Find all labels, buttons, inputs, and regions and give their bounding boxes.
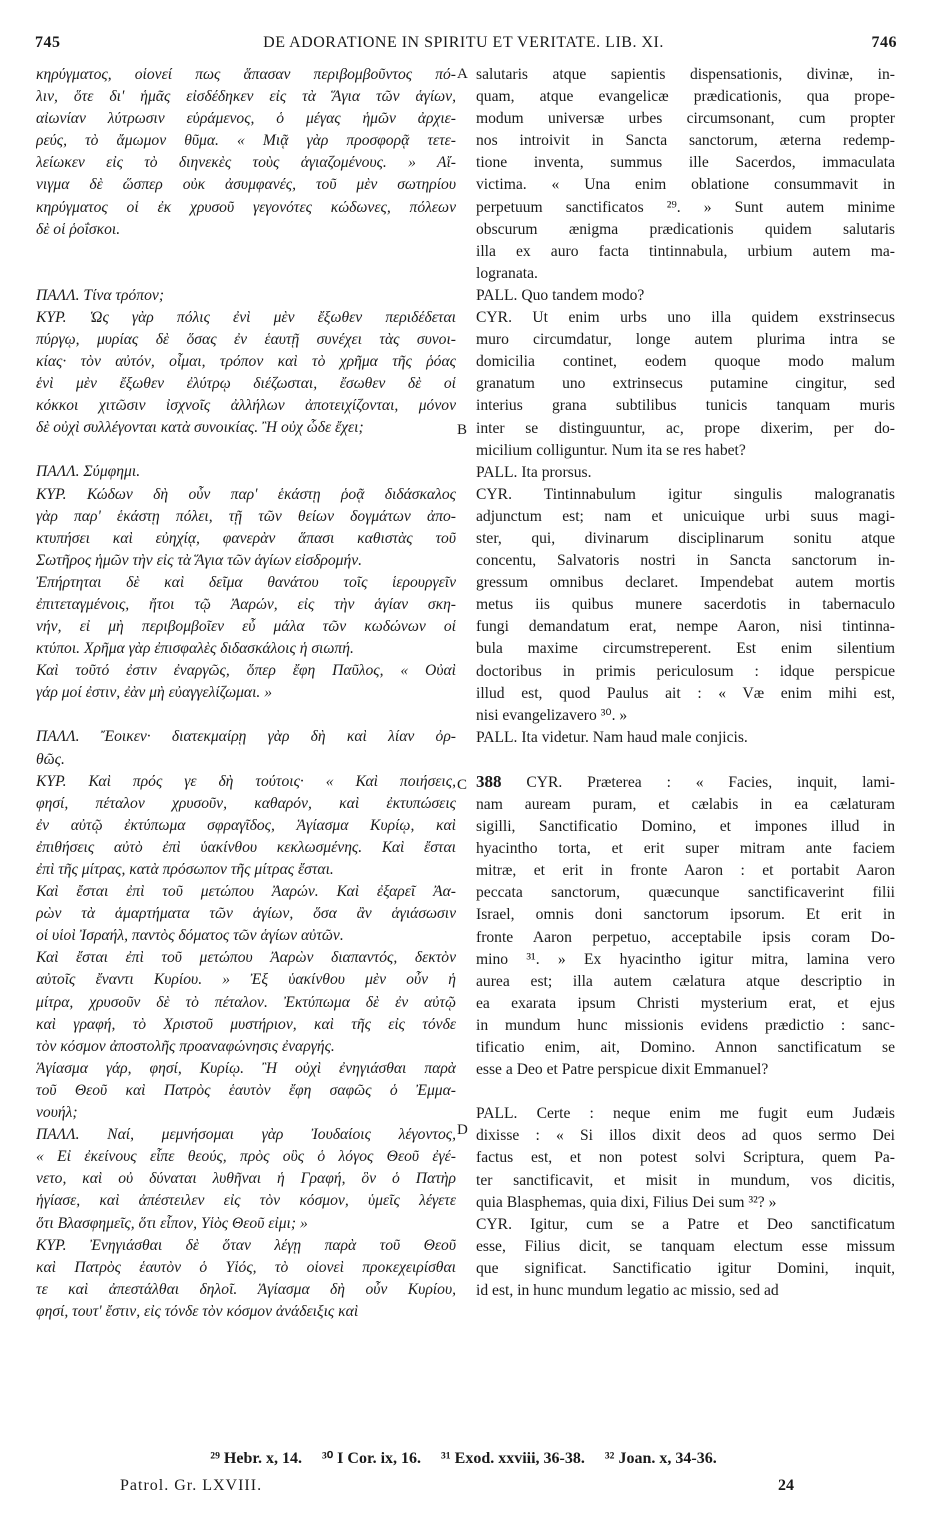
greek-spacer bbox=[36, 263, 456, 285]
latin-line bbox=[476, 1170, 895, 1192]
greek-line bbox=[36, 506, 456, 528]
section-number: 388 bbox=[476, 771, 502, 791]
latin-text: PALL. Quo tandem modo? bbox=[476, 286, 645, 304]
latin-text: salutaris atque sapientis dispensationis, divinæ, in- bbox=[476, 66, 895, 83]
latin-line bbox=[476, 418, 895, 440]
greek-line bbox=[36, 152, 456, 174]
latin-text: mitræ, et erit in fronte Aaron : et portabit Aaron bbox=[476, 862, 895, 880]
latin-line bbox=[476, 241, 895, 263]
latin-line bbox=[476, 616, 895, 638]
margin-letter-a: A bbox=[457, 66, 468, 82]
latin-line bbox=[476, 263, 895, 285]
latin-text: inter se distinguuntur, ac, prope dixerim, per do- bbox=[476, 419, 895, 437]
latin-text: micilium colliguntur. Num ita se res habet? bbox=[476, 441, 746, 459]
greek-line bbox=[36, 1080, 456, 1102]
footnote-30: ³⁰ I Cor. ix, 16. bbox=[321, 1450, 422, 1467]
greek-line bbox=[36, 616, 456, 638]
greek-text: ΠΑΛΛ. Ἔοικεν· διατεκμαίρῃ γὰρ δὴ καὶ λίαν ὀρ- bbox=[36, 728, 456, 746]
latin-text: fungi demandatum erat, nempe Aaron, nisi tintinna- bbox=[476, 618, 895, 636]
greek-line bbox=[36, 1190, 456, 1212]
greek-line bbox=[36, 461, 456, 483]
latin-text: esse, Filius dicit, se tanquam electum esse missum bbox=[476, 1237, 895, 1255]
greek-text: ἑνὶ μὲν ἔξωθεν ἐλύτρῳ διέζωσται, ἔσωθεν δὲ οἱ bbox=[36, 375, 456, 393]
greek-spacer bbox=[36, 704, 456, 726]
greek-line bbox=[36, 484, 456, 506]
latin-line bbox=[476, 572, 895, 594]
greek-text: θῶς. bbox=[36, 750, 65, 768]
greek-text: Καὶ τοῦτό ἐστιν ἐναργῶς, ὅπερ ἔφη Παῦλος, « Οὐαὶ bbox=[36, 662, 456, 680]
latin-text: mino ³¹. » Ex hyacintho igitur mitra, lamina vero bbox=[476, 950, 895, 968]
latin-text: ster, qui, divinarum disciplinarum sonitu atque bbox=[476, 529, 895, 547]
greek-text: Καὶ ἔσται ἐπὶ τοῦ μετώπου Ἀαρὼν διαπαντός, δεκτὸν bbox=[36, 949, 456, 967]
latin-line bbox=[476, 1103, 895, 1125]
greek-line bbox=[36, 417, 456, 439]
greek-line bbox=[36, 550, 456, 572]
latin-line bbox=[476, 1037, 895, 1059]
greek-text: Καὶ ἔσται ἐπὶ τοῦ μετώπου Ἀαρών. Καὶ ἐξαρεῖ Ἀα- bbox=[36, 883, 456, 901]
latin-text: ter sanctificavit, et misit in mundum, vos dicitis, bbox=[476, 1171, 895, 1189]
greek-text: δὲ οὐχὶ συλλέγονται κατὰ συνοικίας. Ἢ οὐχ ὧδε ἔχει; bbox=[36, 419, 364, 437]
footnotes bbox=[0, 1448, 927, 1468]
latin-line bbox=[476, 1125, 895, 1147]
greek-text: οἱ υἱοὶ Ἰσραήλ, παντὸς δόματος τῶν ἁγίων αὐτῶν. bbox=[36, 927, 344, 945]
greek-line bbox=[36, 329, 456, 351]
latin-line bbox=[476, 174, 895, 196]
greek-line bbox=[36, 86, 456, 108]
latin-text: factus est, et non potest solvi Scriptura, quem Pa- bbox=[476, 1149, 895, 1167]
latin-text-column bbox=[476, 64, 895, 1302]
greek-text: ΚΥΡ. Ὡς γὰρ πόλις ἐνὶ μὲν ἔξωθεν περιδέδεται bbox=[36, 308, 456, 326]
greek-line bbox=[36, 903, 456, 925]
latin-text: tificatio enim, ait, Domino. Annon sanctificatum se bbox=[476, 1039, 895, 1057]
greek-line bbox=[36, 174, 456, 196]
latin-text: in mundum hunc missionis evidens prædictio : sanc- bbox=[476, 1016, 895, 1034]
margin-letter-d: D bbox=[457, 1122, 468, 1138]
greek-text: γὰρ παρ' ἑκάστῃ πόλει, τῇ τῶν θείων δογμάτων ἀπο- bbox=[36, 507, 456, 525]
margin-letter-c: C bbox=[457, 777, 468, 793]
greek-line bbox=[36, 726, 456, 748]
greek-line bbox=[36, 1102, 456, 1124]
greek-line bbox=[36, 837, 456, 859]
latin-text: metus iis quibus munere sacerdotis in tabernaculo bbox=[476, 596, 895, 614]
latin-line bbox=[476, 219, 895, 241]
greek-line bbox=[36, 859, 456, 881]
latin-text: concentu, Salvatoris nostri in Sancta sanctorum in- bbox=[476, 552, 895, 570]
running-title: DE ADORATIONE IN SPIRITU ET VERITATE. LIB. XI. bbox=[263, 34, 664, 51]
latin-line bbox=[476, 329, 895, 351]
greek-text: ΠΑΛΛ. Σύμφημι. bbox=[36, 463, 141, 481]
greek-line bbox=[36, 1168, 456, 1190]
latin-text: sigilli, Sanctificatio Domino, et impones illud in bbox=[476, 818, 895, 836]
greek-line bbox=[36, 594, 456, 616]
latin-line bbox=[476, 1192, 895, 1214]
page-number-left: 745 bbox=[35, 34, 61, 51]
greek-line bbox=[36, 108, 456, 130]
latin-text: quam, atque evangelicæ prædicationis, qua prope- bbox=[476, 88, 895, 106]
latin-text: quia Blasphemas, quia dixi, Filius Dei sum ³²? » bbox=[476, 1193, 777, 1211]
greek-line bbox=[36, 638, 456, 660]
latin-text: PALL. Certe : neque enim me fugit eum Judæis bbox=[476, 1105, 895, 1123]
latin-line bbox=[476, 373, 895, 395]
latin-line bbox=[476, 395, 895, 417]
greek-line bbox=[36, 572, 456, 594]
greek-line bbox=[36, 771, 456, 793]
latin-text: id est, in hunc mundum legatio ac missio, sed ad bbox=[476, 1281, 779, 1299]
latin-line bbox=[476, 108, 895, 130]
latin-text: Israel, omnis doni sanctorum ipsorum. Et erit in bbox=[476, 906, 895, 924]
greek-line bbox=[36, 130, 456, 152]
latin-text: CYR. Igitur, cum se a Patre et Deo sanctificatum bbox=[476, 1215, 895, 1233]
footnote-32: ³² Joan. x, 34-36. bbox=[604, 1450, 717, 1467]
greek-text: τὸν κόσμον ἀποστολῆς προαναφώνησις ἐναργής. bbox=[36, 1037, 335, 1055]
latin-line bbox=[476, 1236, 895, 1258]
latin-line bbox=[476, 285, 895, 307]
latin-line bbox=[476, 64, 895, 86]
latin-text: bula maxime circumstreperent. Est enim silentium bbox=[476, 640, 895, 658]
latin-text: hyacintho torta, et erit super mitram ante faciem bbox=[476, 840, 895, 858]
greek-text: κόκκοι χιτῶσιν ἰσχνοῖς ἀλλήλων ἀποτειχίζονται, μόνον bbox=[36, 397, 456, 415]
latin-text: domicilia continet, eodem quoque modo malum bbox=[476, 353, 895, 371]
latin-line bbox=[476, 1059, 895, 1081]
latin-line bbox=[476, 661, 895, 683]
greek-text: ΠΑΛΛ. Τίνα τρόπον; bbox=[36, 286, 165, 304]
greek-text: ὅτι Βλασφημεῖς, ὅτι εἶπον, Υἱὸς Θεοῦ εἰμι; » bbox=[36, 1214, 308, 1232]
latin-line bbox=[476, 462, 895, 484]
greek-line bbox=[36, 1124, 456, 1146]
latin-text: perpetuum sanctificatos ²⁹. » Sunt autem minime bbox=[476, 198, 895, 216]
latin-line bbox=[476, 904, 895, 926]
greek-text: νήν, εἰ μὴ περιβομβοῖεν εὖ μάλα τῶν κωδώνων οἱ bbox=[36, 618, 456, 636]
latin-text: CYR. Tintinnabulum igitur singulis malogranatis bbox=[476, 485, 895, 503]
greek-line bbox=[36, 351, 456, 373]
latin-text: CYR. Ut enim urbs uno illa quidem exstrinsecus bbox=[476, 309, 895, 327]
greek-text: ρὼν τὰ ἁμαρτήματα τῶν ἁγίων, ὅσα ἂν ἁγιάσωσιν bbox=[36, 905, 456, 923]
greek-text: κηρύγματος οἱ ἐκ χρυσοῦ γεγονότες κώδωνες, πόλεων bbox=[36, 198, 456, 216]
greek-line bbox=[36, 307, 456, 329]
latin-line bbox=[476, 307, 895, 329]
latin-text: obscurum ænigma prædicationis quidem salutaris bbox=[476, 220, 895, 238]
latin-text: gressum omnibus declaret. Impendebat autem mortis bbox=[476, 574, 895, 592]
greek-text: λιν, ὅτε δι' ἡμᾶς εἰσδέδηκεν εἰς τὰ Ἅγια τῶν ἁγίων, bbox=[36, 88, 456, 106]
latin-line bbox=[476, 440, 895, 462]
latin-text: dixisse : « Si illos dixit deos ad quos sermo Dei bbox=[476, 1127, 895, 1145]
greek-line bbox=[36, 881, 456, 903]
greek-line bbox=[36, 285, 456, 307]
latin-text: adjunctum est; nam et unicuique urbi suus magi- bbox=[476, 507, 895, 525]
latin-text: illud est, quod Paulus ait : « Væ enim mihi est, bbox=[476, 684, 895, 702]
greek-spacer bbox=[36, 439, 456, 461]
greek-text: Ἁγίασμα γάρ, φησί, Κυρίῳ. Ἢ οὐχὶ ἐνηγιάσθαι παρὰ bbox=[36, 1059, 456, 1077]
latin-line bbox=[476, 506, 895, 528]
greek-text: μίτρα, χρυσοῦν δὲ τὸ πέταλον. Ἐκτύπωμα δὲ ἐν αὐτῷ bbox=[36, 993, 456, 1011]
latin-line bbox=[476, 771, 895, 794]
greek-text: φησί, πέταλον χρυσοῦν, καθαρόν, καὶ ἐκτυπώσεις bbox=[36, 794, 456, 812]
latin-line bbox=[476, 1258, 895, 1280]
latin-line bbox=[476, 727, 895, 749]
greek-text: τοῦ Θεοῦ καὶ Πατρὸς ἑαυτὸν ἔφη σαφῶς ὁ Ἐμμα- bbox=[36, 1081, 456, 1099]
greek-line bbox=[36, 1279, 456, 1301]
greek-text: γάρ μοί ἐστιν, ἐὰν μὴ εὐαγγελίζωμαι. » bbox=[36, 684, 273, 702]
latin-text: nos introivit in Sancta sanctorum, æterna redemp- bbox=[476, 132, 895, 150]
greek-line bbox=[36, 660, 456, 682]
greek-line bbox=[36, 1213, 456, 1235]
greek-line bbox=[36, 395, 456, 417]
latin-line bbox=[476, 197, 895, 219]
greek-text: δὲ οἱ ῥοΐσκοι. bbox=[36, 220, 121, 238]
latin-text: victima. « Una enim oblatione consummavit in bbox=[476, 176, 895, 194]
latin-text: interius grana subtilibus tunicis tanquam muris bbox=[476, 397, 895, 415]
latin-line bbox=[476, 1280, 895, 1302]
latin-line bbox=[476, 594, 895, 616]
latin-line bbox=[476, 528, 895, 550]
greek-line bbox=[36, 1257, 456, 1279]
latin-line bbox=[476, 152, 895, 174]
greek-line bbox=[36, 64, 456, 86]
greek-line bbox=[36, 815, 456, 837]
greek-text: Σωτῆρος ἡμῶν τὴν εἰς τὰ Ἅγια τῶν ἁγίων εἰσδρομήν. bbox=[36, 551, 363, 569]
latin-text: PALL. Ita prorsus. bbox=[476, 463, 592, 481]
latin-line bbox=[476, 927, 895, 949]
greek-text: αἰωνίαν λύτρωσιν εὑράμενος, ὁ μέγας ἡμῶν ἀρχιε- bbox=[36, 110, 456, 128]
latin-text: CYR. Præterea : « Facies, inquit, lami- bbox=[526, 773, 895, 791]
greek-text: « Εἰ ἐκείνους εἶπε θεούς, πρὸς οὓς ὁ λόγος Θεοῦ ἐγέ- bbox=[36, 1148, 456, 1166]
latin-line bbox=[476, 1147, 895, 1169]
greek-text: ἐν αὐτῷ ἐκτύπωμα σφραγῖδος, Ἁγίασμα Κυρίῳ, καὶ bbox=[36, 816, 456, 834]
greek-text: ἐπιτεταγμένοις, ἤτοι τῷ Ἀαρών, εἰς τὴν ἁγίαν σκη- bbox=[36, 595, 456, 613]
greek-line bbox=[36, 793, 456, 815]
greek-text: ρεύς, τὸ ἄμωμον θῦμα. « Μιᾷ γὰρ προσφορᾷ τετε- bbox=[36, 132, 456, 150]
latin-line bbox=[476, 949, 895, 971]
greek-line bbox=[36, 1235, 456, 1257]
greek-text: καὶ Πατρὸς ἑαυτὸν ὁ Υἱός, τὸ οἱονεὶ προκεχειρίσθαι bbox=[36, 1258, 456, 1276]
latin-text: nam auream puram, et cælabis in ea cælaturam bbox=[476, 796, 895, 813]
greek-line bbox=[36, 373, 456, 395]
greek-text: ΚΥΡ. Καὶ πρός γε δὴ τούτοις· « Καὶ ποιήσεις, bbox=[36, 772, 456, 790]
greek-line bbox=[36, 1058, 456, 1080]
greek-line bbox=[36, 1301, 456, 1323]
latin-text: logranata. bbox=[476, 264, 538, 282]
latin-line bbox=[476, 971, 895, 993]
greek-line bbox=[36, 528, 456, 550]
latin-text: PALL. Ita videtur. Nam haud male conjicis. bbox=[476, 728, 748, 746]
latin-line bbox=[476, 683, 895, 705]
margin-letter-b: B bbox=[457, 422, 468, 438]
greek-text: κίας· τὸν αὐτόν, οἶμαι, τρόπον καὶ τὸ χρῆμα τῆς ῥόας bbox=[36, 353, 456, 371]
greek-line bbox=[36, 1146, 456, 1168]
greek-text: καὶ γραφή, τὸ Χριστοῦ μυστήριον, καὶ τῆς εἰς τόνδε bbox=[36, 1015, 456, 1033]
latin-text: esse a Deo et Patre perspicue dixit Emmanuel? bbox=[476, 1061, 769, 1079]
latin-spacer bbox=[476, 1081, 895, 1103]
greek-text: αὐτοῖς ἔναντι Κυρίου. » Ἐξ ὑακίνθου μὲν οὖν ἡ bbox=[36, 971, 456, 989]
latin-text: nisi evangelizavero ³⁰. » bbox=[476, 706, 628, 724]
greek-text: ἐπιθήσεις αὐτὸ ἐπὶ ὑακίνθου κεκλωσμένης. Καὶ ἔσται bbox=[36, 838, 456, 856]
footnote-29: ²⁹ Hebr. x, 14. bbox=[210, 1450, 302, 1467]
greek-text: πύργῳ, μυρίας δὲ ὅσας ἐν ἑαυτῇ συνέχει τὰς συνοι- bbox=[36, 330, 456, 348]
latin-text: illa ex auro facta tintinnabula, urbium autem ma- bbox=[476, 242, 895, 260]
signature-mark: Patrol. Gr. LXVIII. bbox=[120, 1477, 263, 1494]
greek-text: κηρύγματος, οἱονεί πως ἅπασαν περιβομβοῦντος πό- bbox=[36, 66, 456, 83]
greek-line bbox=[36, 925, 456, 947]
latin-line bbox=[476, 794, 895, 816]
latin-text: modum universæ urbes circumsonant, cum propter bbox=[476, 110, 895, 128]
greek-text: ἐπὶ τῆς μίτρας, κατὰ πρόσωπον τῆς μίτρας ἔσται. bbox=[36, 861, 334, 878]
footnote-31: ³¹ Exod. xxviii, 36-38. bbox=[441, 1450, 585, 1467]
latin-line bbox=[476, 860, 895, 882]
greek-text: τε καὶ ἀπεστάλθαι δηλοῖ. Ἁγίασμα δὴ οὖν Κυρίου, bbox=[36, 1280, 456, 1298]
latin-text: aurea est; illa autem cælatura atque descriptio in bbox=[476, 972, 895, 990]
latin-text: granatum uno extrinsecus putamine cingitur, sed bbox=[476, 375, 895, 393]
greek-text: νετο, καὶ οὐ δύναται λυθῆναι ἡ Γραφή, ὃν ὁ Πατὴρ bbox=[36, 1170, 456, 1188]
latin-line bbox=[476, 550, 895, 572]
greek-line bbox=[36, 219, 456, 241]
greek-text: ΚΥΡ. Ἐνηγιάσθαι δὲ ὅταν λέγῃ παρὰ τοῦ Θεοῦ bbox=[36, 1236, 456, 1254]
latin-line bbox=[476, 1214, 895, 1236]
latin-line bbox=[476, 705, 895, 727]
latin-line bbox=[476, 86, 895, 108]
latin-text: que significat. Sanctificatio igitur Domini, inquit, bbox=[476, 1259, 895, 1277]
greek-text: κτύποι. Χρῆμα γὰρ ἐπισφαλὲς διδασκάλοις ἡ σιωπή. bbox=[36, 640, 354, 658]
latin-text: tione inventa, summus ille Sacerdos, immaculata bbox=[476, 154, 895, 172]
latin-text: peccata sanctorum, quæcunque sanctificaverint filii bbox=[476, 884, 895, 902]
greek-text: νιγμα δὲ ὥσπερ οὐκ ἀσυμφανές, τοῦ μὲν σωτηρίου bbox=[36, 176, 456, 194]
greek-text: ΚΥΡ. Κώδων δὴ οὖν παρ' ἑκάστῃ ῥοᾷ διδάσκαλος bbox=[36, 485, 456, 503]
greek-line bbox=[36, 969, 456, 991]
latin-line bbox=[476, 484, 895, 506]
latin-line bbox=[476, 130, 895, 152]
greek-text: κτυπήσει καὶ εὐηχίᾳ, φανερὰν ἅπασι καθιστὰς τοῦ bbox=[36, 529, 456, 547]
greek-text: νουήλ; bbox=[36, 1104, 78, 1122]
page-number-right: 746 bbox=[871, 34, 897, 51]
latin-text: ea exarata ipsum Christi mysterium erat, et ejus bbox=[476, 994, 895, 1012]
latin-line bbox=[476, 882, 895, 904]
latin-line bbox=[476, 816, 895, 838]
greek-text: ΠΑΛΛ. Ναί, μεμνήσομαι γὰρ Ἰουδαίοις λέγοντος, bbox=[36, 1126, 456, 1144]
latin-line bbox=[476, 638, 895, 660]
greek-text: φησί, τουτ' ἔστιν, εἰς τόνδε τὸν κόσμον ἀνάδειξις καὶ bbox=[36, 1302, 359, 1320]
latin-line bbox=[476, 1015, 895, 1037]
latin-text: muro circumdatur, longe autem plurima intra se bbox=[476, 331, 895, 349]
latin-text: doctoribus in primis periculosum : idque perspicue bbox=[476, 662, 895, 680]
greek-line bbox=[36, 1014, 456, 1036]
greek-line bbox=[36, 947, 456, 969]
greek-text: λείωκεν εἰς τὸ διηνεκὲς τοὺς ἁγιαζομένους. » Αἴ- bbox=[36, 154, 456, 172]
latin-line bbox=[476, 993, 895, 1015]
greek-text: ἡγίασε, καὶ ἀπέστειλεν εἰς τὸν κόσμον, ὑμεῖς λέγετε bbox=[36, 1192, 456, 1210]
latin-text: fronte Aaron perpetuo, acceptabile ipsis coram Do- bbox=[476, 928, 895, 946]
greek-text-column bbox=[36, 64, 456, 1323]
greek-spacer bbox=[36, 241, 456, 263]
greek-line bbox=[36, 749, 456, 771]
signature-number: 24 bbox=[778, 1477, 794, 1494]
greek-line bbox=[36, 1036, 456, 1058]
greek-text: Ἐπήρτηται δὲ καὶ δεῖμα θανάτου τοῖς ἱερουργεῖν bbox=[36, 573, 456, 591]
latin-line bbox=[476, 838, 895, 860]
greek-line bbox=[36, 992, 456, 1014]
latin-line bbox=[476, 351, 895, 373]
greek-line bbox=[36, 197, 456, 219]
greek-line bbox=[36, 682, 456, 704]
latin-spacer bbox=[476, 749, 895, 771]
